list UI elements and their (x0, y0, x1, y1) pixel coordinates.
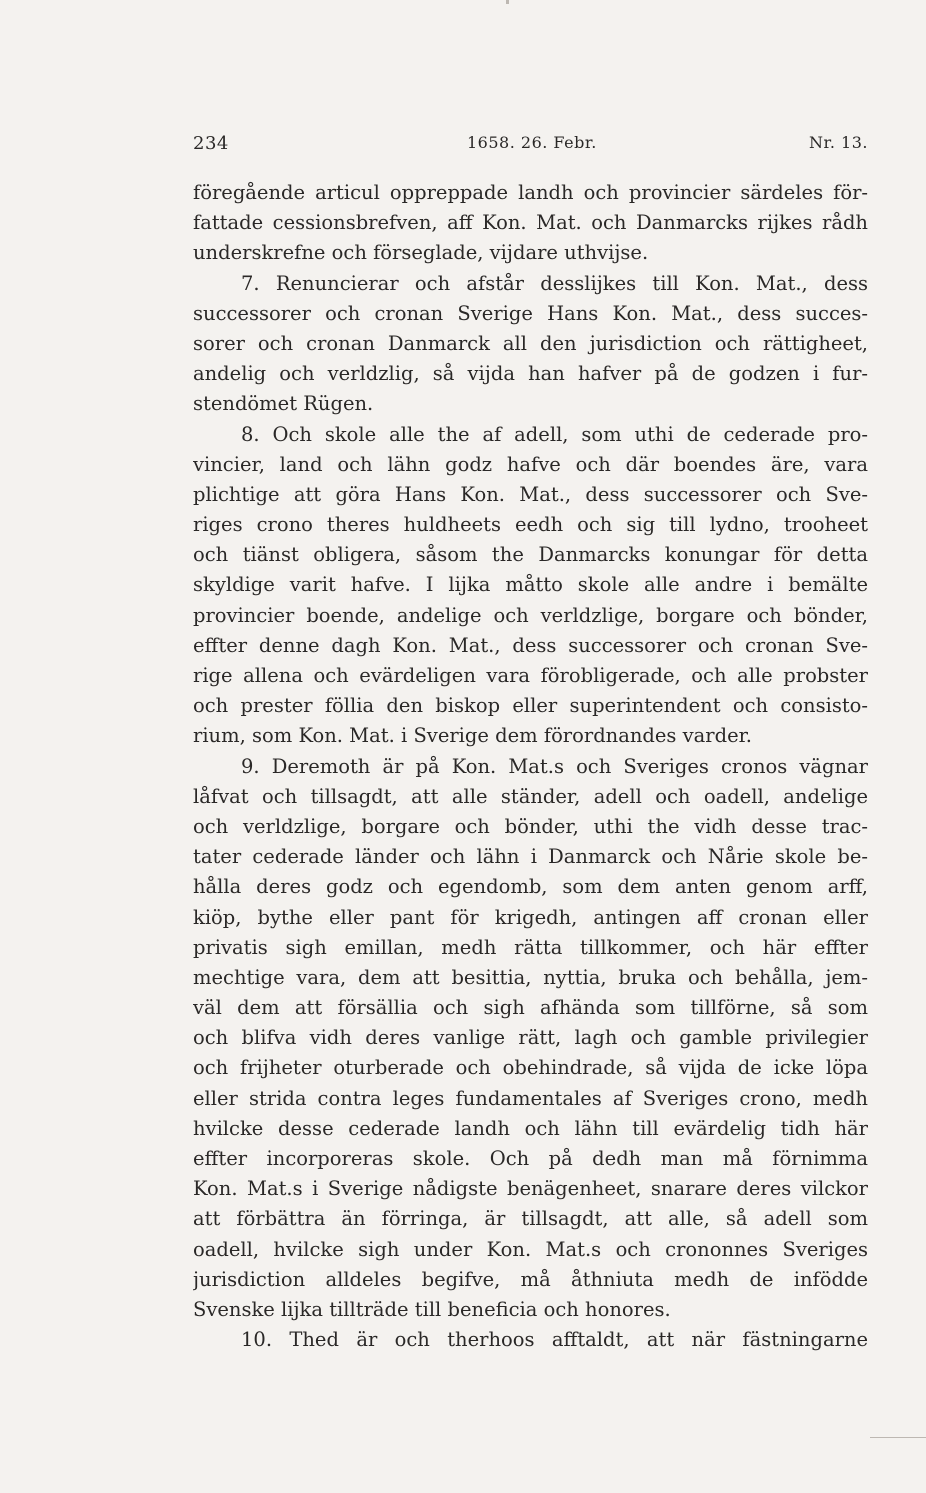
text-line: mechtige vara, dem att besittia, nyttia, bruka och behålla, jem- (193, 965, 868, 989)
text-line: rium, som Kon. Mat. i Sverige dem förordnandes varder. (193, 724, 753, 748)
text-line: 7. Renuncierar och afstår desslijkes till Kon. Mat., dess (241, 271, 868, 295)
document-date: 1658. 26. Febr. (467, 133, 597, 152)
text-line: låfvat och tillsagdt, att alle ständer, adell och oadell, andelige (193, 784, 868, 808)
text-line: jurisdiction alldeles begifve, må åthniuta medh de infödde (193, 1267, 868, 1291)
text-line: föregående articul oppreppade landh och provincier särdeles för- (193, 181, 868, 204)
text-line: successorer och cronan Sverige Hans Kon. Mat., dess succes- (193, 301, 868, 325)
page-header (193, 133, 868, 157)
text-line: sorer och cronan Danmarck all den jurisdiction och rättigheet, (193, 331, 868, 355)
text-line: och frijheter oturberade och obehindrade, så vijda de icke löpa (193, 1056, 868, 1080)
text-line: och tiänst obligera, såsom the Danmarcks konungar för detta (193, 543, 868, 567)
text-line: tater cederade länder och lähn i Danmarck och Nårie skole be- (193, 845, 868, 869)
scan-curl-line (870, 1437, 926, 1438)
text-line: privatis sigh emillan, medh rätta tillkommer, och här effter (193, 935, 868, 959)
text-line: vincier, land och lähn godz hafve och där boendes äre, vara (193, 452, 868, 476)
text-line: skyldige varit hafve. I lijka måtto skole alle andre i bemälte (193, 573, 868, 597)
text-line: plichtige att göra Hans Kon. Mat., dess successorer och Sve- (193, 482, 868, 506)
scan-speck (506, 0, 509, 4)
text-line: 10. Thed är och therhoos afftaldt, att när fästningarne (241, 1328, 868, 1352)
text-line: fattade cessionsbrefven, aff Kon. Mat. och Danmarcks rijkes rådh (193, 211, 868, 235)
body-text (193, 178, 868, 1355)
text-line: riges crono theres huldheets eedh och sig till lydno, trooheet (193, 513, 868, 537)
text-line: och blifva vidh deres vanlige rätt, lagh och gamble privilegier (193, 1026, 868, 1050)
text-line: provincier boende, andelige och verldzlige, borgare och bönder, (193, 603, 868, 627)
text-line: stendömet Rügen. (193, 392, 374, 416)
text-line: Svenske lijka tillträde till beneficia och honores. (193, 1297, 671, 1321)
text-line: eller strida contra leges fundamentales af Sveriges crono, medh (193, 1086, 868, 1110)
text-line: effter incorporeras skole. Och på dedh man må förnimma (193, 1147, 868, 1170)
text-line: och prester föllia den biskop eller superintendent och consisto- (193, 694, 868, 718)
text-line: kiöp, bythe eller pant för krigedh, antingen aff cronan eller (193, 905, 868, 929)
text-line: underskrefne och förseglade, vijdare uthvijse. (193, 241, 649, 265)
text-line: andelig och verldzlig, så vijda han hafver på de godzen i fur- (193, 362, 868, 386)
text-line: Kon. Mat.s i Sverige nådigste benägenheet, snarare deres vilckor (193, 1177, 868, 1201)
text-line: att förbättra än förringa, är tillsagdt, att alle, så adell som (193, 1207, 868, 1231)
text-line: rige allena och evärdeligen vara förobligerade, och alle probster (193, 664, 868, 687)
text-line: effter denne dagh Kon. Mat., dess successorer och cronan Sve- (193, 633, 868, 657)
text-line: oadell, hvilcke sigh under Kon. Mat.s och crononnes Sveriges (193, 1237, 868, 1261)
text-line: och verldzlige, borgare och bönder, uthi the vidh desse trac- (193, 814, 868, 838)
document-number: Nr. 13. (808, 133, 868, 152)
page-number: 234 (193, 133, 229, 154)
text-line: 8. Och skole alle the af adell, som uthi de cederade pro- (241, 422, 868, 446)
text-line: hålla deres godz och egendomb, som dem anten genom arff, (193, 875, 868, 899)
text-line: hvilcke desse cederade landh och lähn till evärdelig tidh här (193, 1116, 868, 1140)
text-line: väl dem att försällia och sigh afhända som tillförne, så som (193, 996, 868, 1020)
text-line: 9. Deremoth är på Kon. Mat.s och Sveriges cronos vägnar (241, 754, 868, 778)
